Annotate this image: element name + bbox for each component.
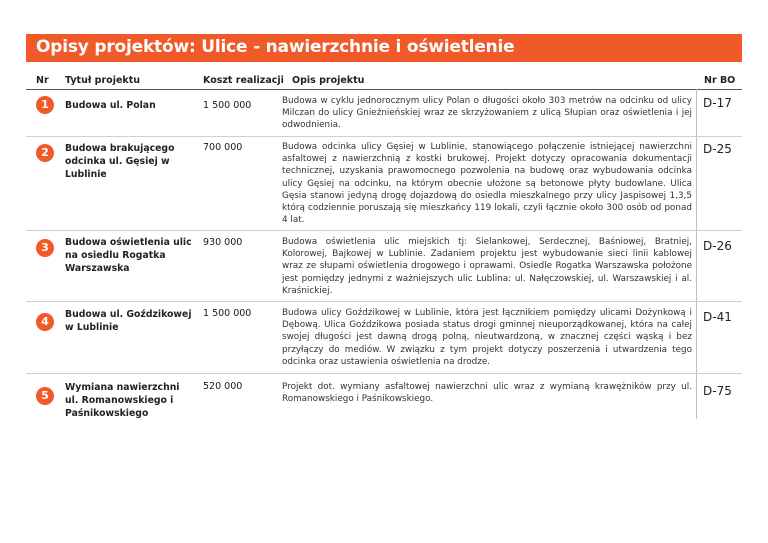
project-description: Projekt dot. wymiany asfaltowej nawierzchni ulic wraz z wymianą krawężników przy ul. Romanowskiego i Paśnikowskiego. (282, 382, 692, 405)
project-description: Budowa odcinka ulicy Gęsiej w Lublinie, stanowiącego połączenie istniejącej nawierzchni asfaltowej z nawierzchnią z kostki brukowej. Projekt dotyczy opracowania dokumentacji technicznej, uzyskania prawomocnego pozwolenia na budowę oraz wybudowania odcinka ulicy Gęsiej na odcinku, na którym obecnie ułożone są betonowe płyty budowlane. Ulica Gęsia stanowi jedyną drogę dojazdową do osiedla mieszkalnego przy ulicy Jaspisowej 1,3,5 którą codziennie poruszają się mieszkańcy 119 lokali, czyli łącznie około 300 osób od ponad 4 lat. (282, 142, 692, 226)
header-cost: Koszt realizacji (203, 75, 284, 86)
row-number-badge: 5 (36, 387, 54, 405)
project-title: Budowa oświetlenia ulic na osiedlu Rogatka Warszawska (65, 237, 192, 274)
header-nr: Nr (36, 75, 49, 86)
project-description: Budowa oświetlenia ulic miejskich tj: Sielankowej, Serdecznej, Baśniowej, Bratniej, Kolorowej, Bajkowej w Lublinie. Zadaniem projektu jest wybudowanie sieci linii kablowej wraz ze słupami oświetlenia drogowego i oprawami. Osiedle Rogatka Warszawska położone jest pomiędzy jednymi z ważniejszych ulic Lublina: ul. Nałęczowskiej, ul. Warszawskiej i al. Kraśnickiej. (282, 237, 692, 296)
project-code: D-26 (703, 239, 732, 253)
header-divider (26, 89, 742, 90)
row-divider (26, 373, 742, 374)
project-cost: 520 000 (203, 381, 243, 392)
row-number-badge: 1 (36, 96, 54, 114)
project-description: Budowa w cyklu jednorocznym ulicy Polan o długości około 303 metrów na odcinku od ulicy Milczan do ulicy Gnieźnieńskiej wraz ze skrzyżowaniem z ulicą Słupian oraz oświetlenia i jej odwodnienia. (282, 96, 692, 131)
project-code: D-17 (703, 96, 732, 110)
project-cost: 930 000 (203, 237, 243, 248)
project-title: Budowa brakującego odcinka ul. Gęsiej w Lublinie (65, 143, 175, 180)
project-cost: 700 000 (203, 142, 243, 153)
project-cost: 1 500 000 (203, 308, 252, 319)
column-divider (696, 89, 697, 419)
header-code: Nr BO (704, 75, 736, 86)
project-title: Wymiana nawierzchni ul. Romanowskiego i Paśnikowskiego (65, 382, 180, 419)
project-code: D-25 (703, 142, 732, 156)
row-divider (26, 230, 742, 231)
project-code: D-75 (703, 384, 732, 398)
project-description: Budowa ulicy Goździkowej w Lublinie, która jest łącznikiem pomiędzy ulicami Dożynkową i Dębową. Ulica Goździkowa posiada status drogi gminnej nieuporządkowanej, która na całej swojej długości jest dawną drogą polną, nieutwardzoną, w znacznej części wąską i bez przyłączy do mediów. W związku z tym projekt dotyczy poszerzenia i utwardzenia tego odcinka oraz ustawienia oświetlenia na drodze. (282, 308, 692, 367)
row-number-badge: 4 (36, 313, 54, 331)
project-cost: 1 500 000 (203, 100, 252, 111)
row-number-badge: 2 (36, 144, 54, 162)
row-number-badge: 3 (36, 239, 54, 257)
row-divider (26, 136, 742, 137)
project-title: Budowa ul. Polan (65, 100, 156, 111)
page-title: Opisy projektów: Ulice - nawierzchnie i oświetlenie (36, 37, 515, 57)
project-code: D-41 (703, 310, 732, 324)
title-banner (26, 34, 742, 62)
header-title: Tytuł projektu (65, 75, 141, 86)
header-desc: Opis projektu (292, 75, 365, 86)
row-divider (26, 301, 742, 302)
project-title: Budowa ul. Goździkowej w Lublinie (65, 309, 192, 333)
